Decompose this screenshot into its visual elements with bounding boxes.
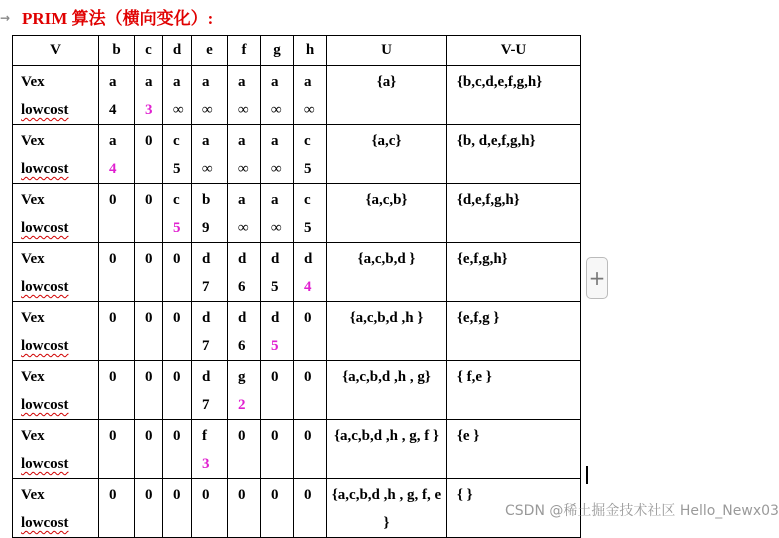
table-row	[13, 243, 581, 302]
vertex-cell	[135, 361, 163, 420]
vex-value: 0	[304, 487, 312, 503]
lowcost-label: lowcost	[21, 161, 69, 177]
add-button[interactable]: +	[586, 257, 608, 299]
lowcost-value: 5	[304, 161, 312, 177]
vex-value: d	[202, 310, 211, 326]
vertex-cell	[99, 125, 135, 184]
u-set: {a}	[376, 74, 397, 90]
column-header-v-minus-u: V-U	[447, 36, 581, 66]
v-minus-u-cell	[447, 420, 581, 479]
vertex-cell	[135, 184, 163, 243]
vex-value: 0	[109, 428, 117, 444]
column-header-e: e	[192, 36, 228, 66]
vex-value: 0	[109, 251, 117, 267]
vertex-cell	[99, 479, 135, 538]
vex-label: Vex	[21, 251, 45, 267]
v-minus-u-set: {e,f,g }	[457, 310, 500, 326]
lowcost-value	[173, 450, 187, 478]
lowcost-label: lowcost	[21, 338, 69, 354]
v-minus-u-set: {d,e,f,g,h}	[457, 192, 520, 208]
vertex-cell	[228, 420, 261, 479]
v-minus-u-cell	[447, 361, 581, 420]
lowcost-value: 5	[271, 338, 279, 354]
lowcost-value: 3	[145, 102, 153, 118]
lowcost-value	[304, 509, 322, 537]
vex-value: 0	[173, 369, 181, 385]
lowcost-value	[145, 332, 158, 360]
table-row	[13, 361, 581, 420]
lowcost-value	[173, 509, 187, 537]
row-label	[13, 243, 99, 302]
vex-value: c	[173, 133, 180, 149]
lowcost-value: 5	[173, 220, 181, 236]
vertex-cell	[163, 66, 192, 125]
vertex-cell	[99, 184, 135, 243]
lowcost-label: lowcost	[21, 515, 69, 531]
u-set: {a,c,b,d ,h , g, f, e }	[331, 487, 442, 531]
v-minus-u-set: {b, d,e,f,g,h}	[457, 133, 536, 149]
lowcost-value	[109, 332, 130, 360]
lowcost-value	[271, 450, 289, 478]
v-minus-u-cell	[447, 66, 581, 125]
lowcost-value	[145, 450, 158, 478]
vertex-cell	[192, 184, 228, 243]
vex-value: a	[304, 74, 312, 90]
lowcost-value: 4	[304, 279, 312, 295]
u-set-cell	[327, 66, 447, 125]
vex-value: c	[304, 192, 311, 208]
column-header-h: h	[294, 36, 327, 66]
lowcost-value: ∞	[202, 161, 213, 177]
collapse-arrow-icon[interactable]: →	[0, 11, 11, 25]
lowcost-value: 4	[109, 161, 117, 177]
vex-value: 0	[145, 310, 153, 326]
table-row	[13, 479, 581, 538]
lowcost-value	[145, 273, 158, 301]
vex-value: a	[145, 74, 153, 90]
lowcost-value: 3	[202, 456, 210, 472]
lowcost-value: ∞	[238, 220, 249, 236]
table-row	[13, 302, 581, 361]
vex-value: a	[271, 133, 279, 149]
v-minus-u-cell	[447, 302, 581, 361]
vertex-cell	[228, 302, 261, 361]
lowcost-value	[109, 450, 130, 478]
vertex-cell	[228, 66, 261, 125]
vertex-cell	[294, 302, 327, 361]
vex-label: Vex	[21, 487, 45, 503]
u-set: {a,c}	[371, 133, 402, 149]
v-minus-u-cell	[447, 184, 581, 243]
vex-value: 0	[238, 428, 246, 444]
vex-value: 0	[173, 251, 181, 267]
vertex-cell	[294, 184, 327, 243]
lowcost-value: 7	[202, 279, 210, 295]
vertex-cell	[99, 361, 135, 420]
vertex-cell	[192, 420, 228, 479]
vertex-cell	[163, 479, 192, 538]
lowcost-value	[202, 509, 223, 537]
u-set-cell	[327, 479, 447, 538]
u-set: {a,c,b}	[365, 192, 408, 208]
vertex-cell	[163, 243, 192, 302]
vertex-cell	[163, 420, 192, 479]
column-header-f: f	[228, 36, 261, 66]
vex-value: a	[109, 133, 117, 149]
u-set: {a,c,b,d ,h , g, f }	[334, 428, 439, 444]
column-header-b: b	[99, 36, 135, 66]
lowcost-value: ∞	[271, 220, 282, 236]
lowcost-value	[271, 391, 289, 419]
vex-value: d	[238, 310, 247, 326]
vertex-cell	[294, 243, 327, 302]
lowcost-value	[109, 509, 130, 537]
vex-value: 0	[304, 310, 312, 326]
vertex-cell	[163, 184, 192, 243]
lowcost-value	[145, 391, 158, 419]
lowcost-value	[271, 509, 289, 537]
row-label	[13, 479, 99, 538]
vertex-cell	[294, 361, 327, 420]
row-label	[13, 66, 99, 125]
vex-value: c	[304, 133, 311, 149]
lowcost-value	[173, 273, 187, 301]
vex-label: Vex	[21, 192, 45, 208]
vex-label: Vex	[21, 428, 45, 444]
vertex-cell	[192, 479, 228, 538]
lowcost-value: 6	[238, 338, 246, 354]
u-set-cell	[327, 302, 447, 361]
vertex-cell	[135, 125, 163, 184]
lowcost-value: ∞	[238, 102, 249, 118]
lowcost-value	[109, 391, 130, 419]
row-label	[13, 361, 99, 420]
row-label	[13, 184, 99, 243]
lowcost-value: 9	[202, 220, 210, 236]
column-header-v: V	[13, 36, 99, 66]
row-label	[13, 125, 99, 184]
lowcost-label: lowcost	[21, 220, 69, 236]
v-minus-u-cell	[447, 243, 581, 302]
lowcost-value: ∞	[238, 161, 249, 177]
vex-value: d	[202, 251, 211, 267]
column-header-g: g	[261, 36, 294, 66]
vertex-cell	[99, 420, 135, 479]
vex-value: 0	[304, 369, 312, 385]
row-label	[13, 302, 99, 361]
vertex-cell	[294, 125, 327, 184]
vertex-cell	[261, 184, 294, 243]
lowcost-value	[304, 332, 322, 360]
vex-value: a	[109, 74, 117, 90]
u-set-cell	[327, 243, 447, 302]
vex-value: d	[238, 251, 247, 267]
vex-value: 0	[304, 428, 312, 444]
lowcost-label: lowcost	[21, 456, 69, 472]
vex-label: Vex	[21, 369, 45, 385]
u-set-cell	[327, 420, 447, 479]
vex-value: 0	[145, 251, 153, 267]
lowcost-value: 7	[202, 338, 210, 354]
lowcost-value	[238, 450, 256, 478]
vex-value: a	[271, 192, 279, 208]
lowcost-value: 4	[109, 102, 117, 118]
lowcost-value	[109, 214, 130, 242]
vex-value: 0	[145, 133, 153, 149]
lowcost-value: ∞	[202, 102, 213, 118]
lowcost-value: 5	[304, 220, 312, 236]
vex-value: 0	[145, 192, 153, 208]
lowcost-value	[173, 391, 187, 419]
vex-value: 0	[145, 369, 153, 385]
vex-label: Vex	[21, 133, 45, 149]
vex-value: 0	[109, 369, 117, 385]
vertex-cell	[163, 302, 192, 361]
lowcost-value: 5	[173, 161, 181, 177]
lowcost-value: ∞	[271, 161, 282, 177]
column-header-u: U	[327, 36, 447, 66]
column-header-d: d	[163, 36, 192, 66]
lowcost-label: lowcost	[21, 279, 69, 295]
vex-value: 0	[109, 192, 117, 208]
vertex-cell	[135, 66, 163, 125]
vex-value: a	[271, 74, 279, 90]
u-set-cell	[327, 361, 447, 420]
v-minus-u-cell	[447, 125, 581, 184]
column-header-c: c	[135, 36, 163, 66]
lowcost-value	[145, 214, 158, 242]
vertex-cell	[228, 479, 261, 538]
table-row	[13, 125, 581, 184]
lowcost-value: ∞	[271, 102, 282, 118]
vertex-cell	[294, 420, 327, 479]
vex-value: 0	[271, 487, 279, 503]
vertex-cell	[163, 361, 192, 420]
lowcost-value: ∞	[173, 102, 184, 118]
vex-value: 0	[145, 487, 153, 503]
lowcost-value: 7	[202, 397, 210, 413]
lowcost-value	[304, 450, 322, 478]
page-title: PRIM 算法（横向变化）:	[22, 9, 214, 28]
vex-label: Vex	[21, 74, 45, 90]
vex-value: g	[238, 369, 246, 385]
vex-value: 0	[271, 369, 279, 385]
u-set-cell	[327, 184, 447, 243]
vex-value: a	[238, 74, 246, 90]
vex-value: 0	[173, 428, 181, 444]
vertex-cell	[261, 302, 294, 361]
vertex-cell	[99, 66, 135, 125]
vertex-cell	[192, 66, 228, 125]
lowcost-value	[304, 391, 322, 419]
vex-value: 0	[173, 310, 181, 326]
lowcost-value: 6	[238, 279, 246, 295]
prim-table	[12, 35, 581, 538]
lowcost-label: lowcost	[21, 102, 69, 118]
vex-value: a	[202, 133, 210, 149]
v-minus-u-set: {e }	[457, 428, 480, 444]
vertex-cell	[99, 243, 135, 302]
vex-value: 0	[145, 428, 153, 444]
table-row	[13, 66, 581, 125]
vex-value: a	[173, 74, 181, 90]
vex-value: 0	[109, 310, 117, 326]
lowcost-label: lowcost	[21, 397, 69, 413]
vex-value: a	[238, 192, 246, 208]
vertex-cell	[294, 66, 327, 125]
vertex-cell	[228, 361, 261, 420]
lowcost-value	[173, 332, 187, 360]
vertex-cell	[261, 66, 294, 125]
lowcost-value: 2	[238, 397, 246, 413]
text-cursor	[586, 466, 588, 484]
vex-value: a	[202, 74, 210, 90]
row-label	[13, 420, 99, 479]
vex-value: 0	[202, 487, 210, 503]
v-minus-u-set: {b,c,d,e,f,g,h}	[457, 74, 543, 90]
vex-value: b	[202, 192, 211, 208]
vertex-cell	[99, 302, 135, 361]
vertex-cell	[163, 125, 192, 184]
vex-value: 0	[109, 487, 117, 503]
table-row	[13, 184, 581, 243]
vex-value: 0	[271, 428, 279, 444]
vex-value: d	[271, 251, 280, 267]
vertex-cell	[228, 125, 261, 184]
vertex-cell	[192, 125, 228, 184]
vertex-cell	[135, 420, 163, 479]
lowcost-value: ∞	[304, 102, 315, 118]
u-set: {a,c,b,d ,h }	[349, 310, 424, 326]
vertex-cell	[261, 243, 294, 302]
v-minus-u-set: { f,e }	[457, 369, 492, 385]
vex-label: Vex	[21, 310, 45, 326]
lowcost-value: 5	[271, 279, 279, 295]
v-minus-u-set: { }	[457, 487, 473, 503]
vertex-cell	[135, 479, 163, 538]
vertex-cell	[261, 420, 294, 479]
vertex-cell	[135, 302, 163, 361]
vertex-cell	[228, 184, 261, 243]
lowcost-value	[238, 509, 256, 537]
u-set: {a,c,b,d }	[357, 251, 416, 267]
vertex-cell	[135, 243, 163, 302]
vertex-cell	[261, 125, 294, 184]
vertex-cell	[294, 479, 327, 538]
u-set-cell	[327, 125, 447, 184]
vex-value: 0	[238, 487, 246, 503]
lowcost-value	[109, 273, 130, 301]
vertex-cell	[228, 243, 261, 302]
vertex-cell	[261, 479, 294, 538]
vertex-cell	[192, 302, 228, 361]
vex-value: d	[304, 251, 313, 267]
vex-value: 0	[173, 487, 181, 503]
v-minus-u-set: {e,f,g,h}	[457, 251, 508, 267]
vex-value: a	[238, 133, 246, 149]
u-set: {a,c,b,d ,h , g}	[342, 369, 431, 385]
vertex-cell	[192, 243, 228, 302]
table-row	[13, 420, 581, 479]
vex-value: d	[271, 310, 280, 326]
vex-value: d	[202, 369, 211, 385]
lowcost-value	[145, 155, 158, 183]
vex-value: f	[202, 428, 207, 444]
vertex-cell	[261, 361, 294, 420]
watermark: CSDN @稀土掘金技术社区 Hello_Newx03	[505, 503, 779, 519]
vertex-cell	[192, 361, 228, 420]
vex-value: c	[173, 192, 180, 208]
lowcost-value	[145, 509, 158, 537]
